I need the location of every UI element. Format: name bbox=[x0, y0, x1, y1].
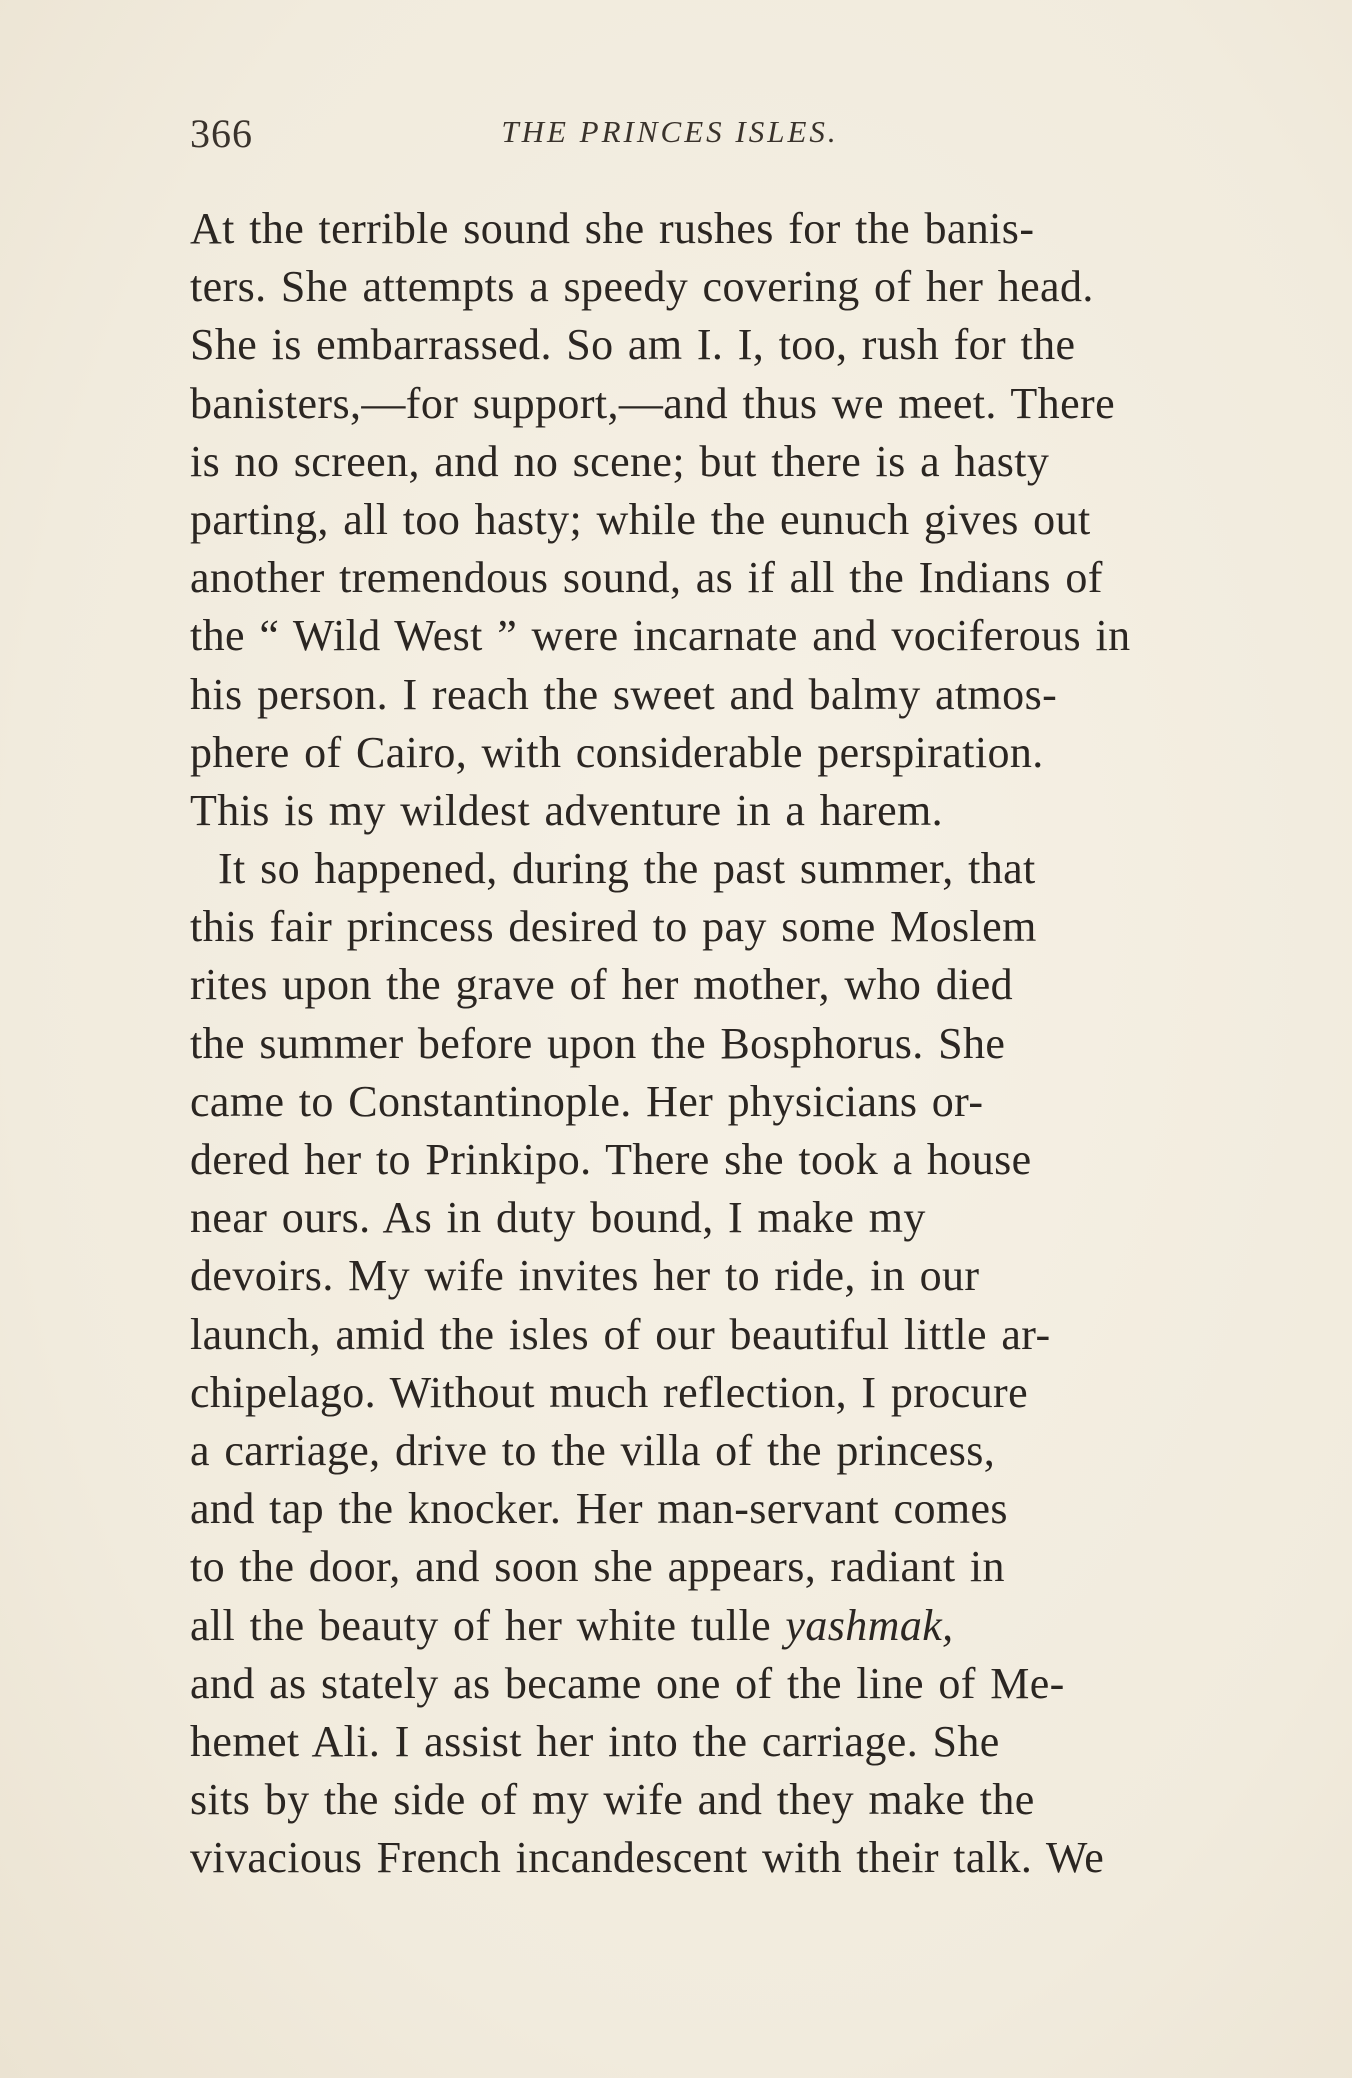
text-line: launch, amid the isles of our beautiful little ar- bbox=[190, 1309, 1051, 1359]
text-line: She is embarrassed. So am I. I, too, rush for the bbox=[190, 320, 1076, 370]
text-line: to the door, and soon she appears, radiant in bbox=[190, 1542, 1005, 1592]
italic-word: yashmak, bbox=[785, 1600, 954, 1650]
text-line: chipelago. Without much reflection, I procure bbox=[190, 1367, 1029, 1417]
text-line: another tremendous sound, as if all the Indians of bbox=[190, 553, 1103, 603]
text-line: and as stately as became one of the line of Me- bbox=[190, 1658, 1065, 1708]
text-line: a carriage, drive to the villa of the princess, bbox=[190, 1425, 996, 1475]
text-line: came to Constantinople. Her physicians or- bbox=[190, 1076, 984, 1126]
text-line: devoirs. My wife invites her to ride, in our bbox=[190, 1251, 980, 1301]
text-line: hemet Ali. I assist her into the carriage. She bbox=[190, 1716, 1000, 1766]
text-line: ters. She attempts a speedy covering of her head. bbox=[190, 262, 1094, 312]
text-line: is no screen, and no scene; but there is a hasty bbox=[190, 436, 1050, 486]
text-line: and tap the knocker. Her man-servant comes bbox=[190, 1484, 1008, 1534]
text-line: the summer before upon the Bosphorus. She bbox=[190, 1018, 1006, 1068]
text-segment: all the beauty of her white tulle bbox=[190, 1600, 772, 1650]
text-line: dered her to Prinkipo. There she took a house bbox=[190, 1135, 1032, 1184]
text-line: the “ Wild West ” were incarnate and vociferous in bbox=[190, 611, 1131, 661]
page-number: 366 bbox=[190, 111, 253, 156]
text-line: this fair princess desired to pay some Moslem bbox=[190, 902, 1037, 952]
text-line: banisters,—for support,—and thus we meet. There bbox=[190, 378, 1115, 428]
text-line: phere of Cairo, with considerable perspiration. bbox=[190, 727, 1044, 777]
page-header bbox=[190, 106, 1180, 156]
body-text bbox=[190, 200, 1290, 1887]
text-line: his person. I reach the sweet and balmy atmos- bbox=[190, 669, 1058, 719]
text-line-with-italic bbox=[190, 1597, 1290, 1655]
text-line: parting, all too hasty; while the eunuch gives out bbox=[190, 494, 1091, 544]
text-line: At the terrible sound she rushes for the banis- bbox=[190, 204, 1035, 253]
text-line: This is my wildest adventure in a harem. bbox=[190, 785, 944, 835]
text-line: vivacious French incandescent with their talk. We bbox=[190, 1833, 1105, 1883]
text-line: sits by the side of my wife and they make the bbox=[190, 1775, 1035, 1825]
paragraph-first-line: It so happened, during the past summer, that bbox=[218, 844, 1036, 894]
running-title: THE PRINCES ISLES. bbox=[501, 114, 839, 149]
text-line: near ours. As in duty bound, I make my bbox=[190, 1193, 926, 1243]
text-line: rites upon the grave of her mother, who died bbox=[190, 960, 1014, 1010]
